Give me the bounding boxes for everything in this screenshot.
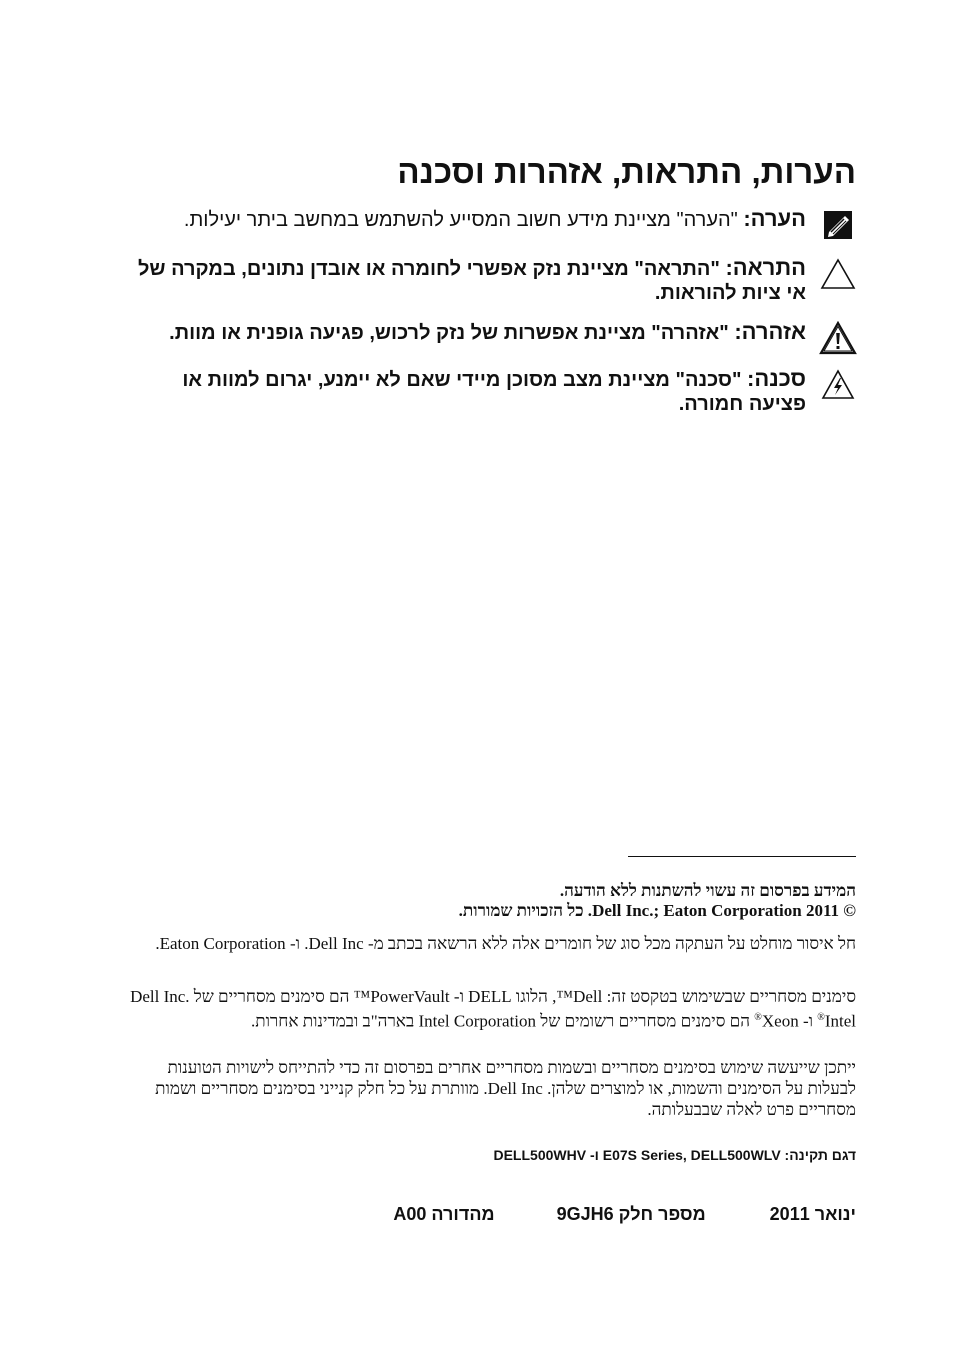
trademarks-part-a: סימנים מסחריים שבשימוש בטקסט זה: Dell™, הלוגו DELL ו- PowerVault™ הם סימנים מסחריים של Dell Inc. Intel — [130, 987, 856, 1031]
document-footer — [256, 1202, 856, 1226]
registered-mark-intel: ® — [817, 1012, 825, 1023]
legal-other-marks: ייתכן שייעשה שימוש בסימנים מסחריים ובשמות מסחריים אחרים בפרסום זה כדי להתייחס לישויות הטוענות לבעלות על הסימנים והשמות, או למוצרים שלהן. Dell Inc. מוותרת על כל חלק קנייני בסימנים מסחריים ושמות מסחריים פרט לאלה שבבעלותה. — [155, 1058, 856, 1119]
danger-notice — [128, 367, 858, 416]
caution-triangle-icon — [818, 256, 858, 292]
trademarks-part-c: הם סימנים מסחריים רשומים של Intel Corporation בארה"ב ובמדינות אחרות. — [250, 1011, 755, 1031]
trademarks-part-b: ו- Xeon — [761, 1011, 818, 1031]
caution-label: התראה: — [725, 255, 806, 280]
warning-exclamation-icon — [818, 320, 858, 356]
note-label: הערה: — [743, 206, 806, 231]
registered-mark-xeon: ® — [754, 1012, 762, 1023]
note-notice — [128, 207, 858, 243]
note-pencil-icon — [818, 207, 858, 243]
legal-reproduction: חל איסור מוחלט על העתקה מכל סוג של חומרים אלה ללא הרשאה בכתב מ- Dell Inc. ו- Eaton Corporation. — [155, 934, 856, 953]
warning-label: אזהרה: — [734, 319, 806, 344]
revision: מהדורה A00 — [393, 1204, 495, 1224]
publication-date: ינואר 2011 — [769, 1204, 856, 1224]
legal-notice-change: המידע בפרסום זה עשוי להשתנות ללא הודעה. — [559, 881, 856, 900]
caution-notice — [128, 256, 858, 305]
warning-notice — [128, 320, 858, 356]
note-text: "הערה" מציינת מידע חשוב המסייע להשתמש במחשב ביתר יעילות. — [183, 209, 738, 231]
page-title: הערות, התראות, אזהרות וסכנה — [397, 153, 856, 190]
danger-label: סכנה: — [747, 366, 806, 391]
legal-trademarks — [116, 986, 856, 1032]
part-number: מספר חלק 9GJH6 — [556, 1204, 706, 1224]
danger-text: "סכנה" מציינת מצב מסוכן מיידי שאם לא יימנע, יגרום למוות או פציעה חמורה. — [182, 369, 806, 415]
caution-text: "התראה" מציינת נזק אפשרי לחומרה או אובדן נתונים, במקרה של אי ציות להוראות. — [137, 258, 806, 304]
footnote-separator — [628, 856, 856, 857]
regulatory-model: דגם תקינה: E07S Series, DELL500WLV ו- DELL500WHV — [493, 1147, 856, 1163]
warning-text: "אזהרה" מציינת אפשרות של נזק לרכוש, פגיעה גופנית או מוות. — [169, 322, 729, 344]
danger-lightning-icon — [818, 367, 858, 403]
legal-copyright: © 2011 Dell Inc.; Eaton Corporation. כל הזכויות שמורות. — [458, 901, 856, 920]
